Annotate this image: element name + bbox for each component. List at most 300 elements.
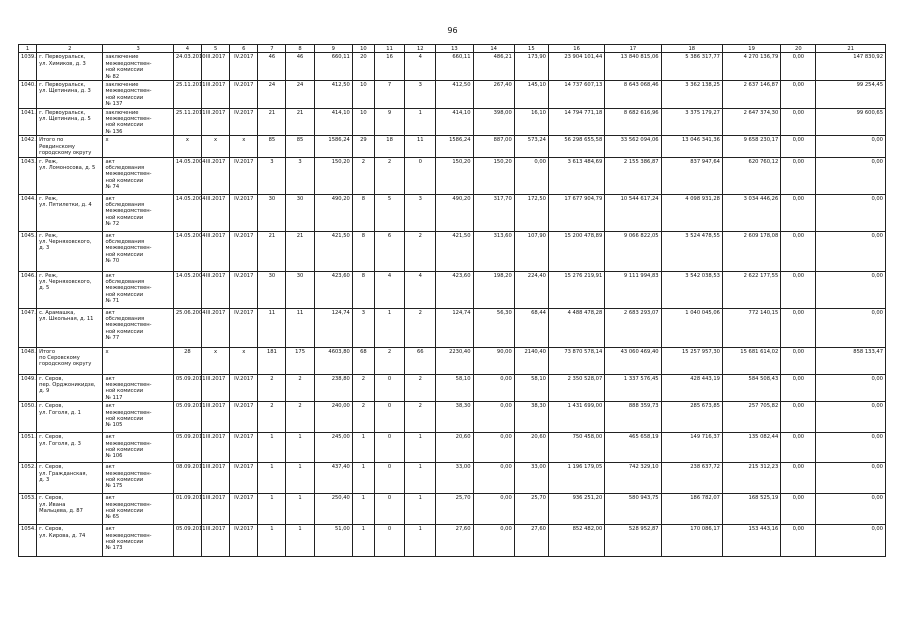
cost-extra-cell: 0,00: [816, 308, 886, 347]
cost-other-cell: 0,00: [781, 53, 816, 81]
cost-fund-cell: 9 066 822,05: [605, 231, 661, 271]
cost-local-cell: 584 508,43: [722, 374, 780, 402]
end-quarter-cell: IV.2017: [230, 157, 258, 194]
end-quarter-cell: IV.2017: [230, 374, 258, 402]
area-total-cell: 412,50: [436, 81, 473, 109]
persons-count-cell: 1: [286, 494, 314, 525]
persons-count-cell: 1: [286, 525, 314, 557]
area-total-cell: 20,60: [436, 433, 473, 463]
residents-count-cell: 24: [258, 81, 286, 109]
document-date-cell: 08.09.2011: [173, 463, 201, 494]
address-cell: г. Серов, ул. Гоголя, д. 3: [37, 433, 103, 463]
area-municipal-cell: 38,30: [514, 402, 548, 433]
header-cell: 14: [473, 45, 514, 53]
rooms-private-cell: 9: [374, 108, 404, 136]
rooms-total-cell: 1: [352, 494, 374, 525]
page-number: 96: [447, 26, 458, 35]
total-area-cell: 238,80: [314, 374, 352, 402]
cost-fund-cell: 43 060 469,40: [605, 347, 661, 374]
cost-region-cell: 13 046 341,36: [661, 136, 722, 157]
cost-fund-cell: 1 337 576,45: [605, 374, 661, 402]
area-municipal-cell: 224,40: [514, 271, 548, 308]
basis-document-cell: х: [103, 136, 173, 157]
header-cell: 20: [781, 45, 816, 53]
cost-local-cell: 257 705,82: [722, 402, 780, 433]
address-cell: г. Серов, ул. Гражданская, д. 3: [37, 463, 103, 494]
area-municipal-cell: 68,44: [514, 308, 548, 347]
rooms-private-cell: 2: [374, 157, 404, 194]
cost-local-cell: 9 658 230,17: [722, 136, 780, 157]
area-total-cell: 150,20: [436, 157, 473, 194]
area-private-cell: 0,00: [473, 463, 514, 494]
document-date-cell: 01.09.2011: [173, 494, 201, 525]
rooms-total-cell: 3: [352, 308, 374, 347]
rooms-municipal-cell: 11: [405, 136, 436, 157]
address-cell: г. Серов, ул. Ивана Мальцева, д. 87: [37, 494, 103, 525]
area-total-cell: 33,00: [436, 463, 473, 494]
cost-fund-cell: 13 840 815,06: [605, 53, 661, 81]
rooms-municipal-cell: 2: [405, 402, 436, 433]
area-municipal-cell: 25,70: [514, 494, 548, 525]
rooms-private-cell: 6: [374, 231, 404, 271]
rooms-municipal-cell: 1: [405, 433, 436, 463]
rooms-private-cell: 0: [374, 433, 404, 463]
cost-fund-cell: 10 544 617,24: [605, 194, 661, 231]
end-quarter-cell: IV.2017: [230, 271, 258, 308]
start-quarter-cell: х: [202, 347, 230, 374]
row-number-cell: 1051.: [19, 433, 37, 463]
basis-document-cell: акт межведомствен- ной комиссии № 173: [103, 525, 173, 557]
document-date-cell: х: [173, 136, 201, 157]
area-total-cell: 1586,24: [436, 136, 473, 157]
rooms-municipal-cell: 2: [405, 231, 436, 271]
area-private-cell: 150,20: [473, 157, 514, 194]
header-cell: 8: [286, 45, 314, 53]
table-row: [19, 136, 886, 157]
address-cell: г. Первоуральск, ул. Химиков, д. 3: [37, 53, 103, 81]
address-cell: г. Реж, ул. Черняховского, д. 3: [37, 231, 103, 271]
basis-document-cell: заключение межведомствен- ной комиссии № 137: [103, 81, 173, 109]
end-quarter-cell: х: [230, 136, 258, 157]
rooms-total-cell: 20: [352, 53, 374, 81]
header-cell: 3: [103, 45, 173, 53]
cost-extra-cell: 0,00: [816, 463, 886, 494]
rooms-private-cell: 0: [374, 463, 404, 494]
cost-region-cell: 3 542 038,53: [661, 271, 722, 308]
cost-other-cell: 0,00: [781, 433, 816, 463]
area-total-cell: 2230,40: [436, 347, 473, 374]
cost-extra-cell: 0,00: [816, 494, 886, 525]
row-number-cell: 1053.: [19, 494, 37, 525]
persons-count-cell: 1: [286, 433, 314, 463]
document-date-cell: 25.11.2011: [173, 108, 201, 136]
table-row: [19, 157, 886, 194]
header-cell: 18: [661, 45, 722, 53]
area-municipal-cell: 2140,40: [514, 347, 548, 374]
cost-extra-cell: 858 133,47: [816, 347, 886, 374]
rooms-total-cell: 68: [352, 347, 374, 374]
cost-fund-cell: 33 562 094,06: [605, 136, 661, 157]
residents-count-cell: 11: [258, 308, 286, 347]
residents-count-cell: 85: [258, 136, 286, 157]
rooms-total-cell: 1: [352, 463, 374, 494]
cost-other-cell: 0,00: [781, 271, 816, 308]
table-row: [19, 494, 886, 525]
cost-fund-cell: 580 943,75: [605, 494, 661, 525]
row-number-cell: 1044.: [19, 194, 37, 231]
area-private-cell: 0,00: [473, 374, 514, 402]
cost-extra-cell: 0,00: [816, 136, 886, 157]
cost-other-cell: 0,00: [781, 136, 816, 157]
rooms-municipal-cell: 2: [405, 374, 436, 402]
total-area-cell: 490,20: [314, 194, 352, 231]
header-cell: 21: [816, 45, 886, 53]
cost-other-cell: 0,00: [781, 81, 816, 109]
cost-region-cell: 149 716,37: [661, 433, 722, 463]
rooms-municipal-cell: 1: [405, 108, 436, 136]
total-area-cell: 660,11: [314, 53, 352, 81]
basis-document-cell: акт обследования межведомствен- ной комиссии № 77: [103, 308, 173, 347]
basis-document-cell: акт обследования межведомствен- ной комиссии № 72: [103, 194, 173, 231]
end-quarter-cell: IV.2017: [230, 525, 258, 557]
document-date-cell: 24.03.2010: [173, 53, 201, 81]
area-private-cell: 486,21: [473, 53, 514, 81]
header-cell: 4: [173, 45, 201, 53]
rooms-municipal-cell: 1: [405, 525, 436, 557]
area-municipal-cell: 145,10: [514, 81, 548, 109]
basis-document-cell: акт межведомствен- ной комиссии № 175: [103, 463, 173, 494]
cost-total-cell: 3 613 484,69: [548, 157, 604, 194]
basis-document-cell: акт межведомствен- ной комиссии № 117: [103, 374, 173, 402]
start-quarter-cell: III.2017: [202, 525, 230, 557]
cost-region-cell: 285 673,85: [661, 402, 722, 433]
cost-local-cell: 2 637 146,87: [722, 81, 780, 109]
cost-total-cell: 23 904 101,44: [548, 53, 604, 81]
start-quarter-cell: III.2017: [202, 463, 230, 494]
rooms-municipal-cell: 66: [405, 347, 436, 374]
basis-document-cell: заключение межведомствен- ной комиссии № 136: [103, 108, 173, 136]
cost-region-cell: 4 098 931,28: [661, 194, 722, 231]
row-number-cell: 1050.: [19, 402, 37, 433]
residents-count-cell: 1: [258, 433, 286, 463]
table-row: [19, 525, 886, 557]
table-row: [19, 402, 886, 433]
row-number-cell: 1049.: [19, 374, 37, 402]
persons-count-cell: 2: [286, 402, 314, 433]
row-number-cell: 1054.: [19, 525, 37, 557]
table-row: [19, 433, 886, 463]
rooms-private-cell: 5: [374, 194, 404, 231]
cost-region-cell: 186 782,07: [661, 494, 722, 525]
cost-total-cell: 1 431 699,00: [548, 402, 604, 433]
persons-count-cell: 24: [286, 81, 314, 109]
persons-count-cell: 3: [286, 157, 314, 194]
start-quarter-cell: III.2017: [202, 108, 230, 136]
cost-total-cell: 14 794 771,18: [548, 108, 604, 136]
start-quarter-cell: III.2017: [202, 231, 230, 271]
total-area-cell: 414,10: [314, 108, 352, 136]
persons-count-cell: 46: [286, 53, 314, 81]
cost-other-cell: 0,00: [781, 347, 816, 374]
area-private-cell: 0,00: [473, 525, 514, 557]
area-total-cell: 421,50: [436, 231, 473, 271]
total-area-cell: 245,00: [314, 433, 352, 463]
cost-extra-cell: 0,00: [816, 374, 886, 402]
residents-count-cell: 1: [258, 525, 286, 557]
basis-document-cell: акт межведомствен- ной комиссии № 65: [103, 494, 173, 525]
table-row: [19, 108, 886, 136]
cost-extra-cell: 0,00: [816, 157, 886, 194]
end-quarter-cell: IV.2017: [230, 108, 258, 136]
row-number-cell: 1042.: [19, 136, 37, 157]
persons-count-cell: 30: [286, 194, 314, 231]
rooms-private-cell: 2: [374, 347, 404, 374]
area-private-cell: 90,00: [473, 347, 514, 374]
table-row: [19, 308, 886, 347]
total-area-cell: 250,40: [314, 494, 352, 525]
area-total-cell: 58,10: [436, 374, 473, 402]
address-cell: г. Серов, ул. Кирова, д. 74: [37, 525, 103, 557]
residents-count-cell: 30: [258, 271, 286, 308]
area-municipal-cell: 58,10: [514, 374, 548, 402]
basis-document-cell: акт межведомствен- ной комиссии № 106: [103, 433, 173, 463]
cost-local-cell: 153 443,16: [722, 525, 780, 557]
area-total-cell: 660,11: [436, 53, 473, 81]
residents-count-cell: 21: [258, 231, 286, 271]
area-private-cell: 317,70: [473, 194, 514, 231]
header-cell: 9: [314, 45, 352, 53]
total-area-cell: 240,00: [314, 402, 352, 433]
address-cell: г. Реж, ул. Пятилетки, д. 4: [37, 194, 103, 231]
rooms-total-cell: 1: [352, 525, 374, 557]
cost-region-cell: 428 443,19: [661, 374, 722, 402]
cost-total-cell: 56 298 655,58: [548, 136, 604, 157]
header-cell: 16: [548, 45, 604, 53]
header-cell: 7: [258, 45, 286, 53]
cost-total-cell: 936 251,20: [548, 494, 604, 525]
rooms-total-cell: 29: [352, 136, 374, 157]
address-cell: с. Арамашка, ул. Школьная, д. 11: [37, 308, 103, 347]
rooms-municipal-cell: 1: [405, 494, 436, 525]
cost-region-cell: 15 257 957,30: [661, 347, 722, 374]
area-total-cell: 490,20: [436, 194, 473, 231]
residents-count-cell: 30: [258, 194, 286, 231]
end-quarter-cell: IV.2017: [230, 433, 258, 463]
address-cell: г. Реж, ул. Ломоносова, д. 5: [37, 157, 103, 194]
table-row: [19, 231, 886, 271]
area-private-cell: 313,60: [473, 231, 514, 271]
address-cell: г. Первоуральск, ул. Щетинина, д. 5: [37, 108, 103, 136]
cost-extra-cell: 0,00: [816, 402, 886, 433]
column-number-row: [19, 45, 886, 53]
rooms-private-cell: 7: [374, 81, 404, 109]
basis-document-cell: х: [103, 347, 173, 374]
cost-region-cell: 5 386 317,77: [661, 53, 722, 81]
start-quarter-cell: х: [202, 136, 230, 157]
rooms-total-cell: 8: [352, 231, 374, 271]
rooms-municipal-cell: 3: [405, 194, 436, 231]
cost-fund-cell: 888 359,73: [605, 402, 661, 433]
cost-fund-cell: 465 658,19: [605, 433, 661, 463]
cost-extra-cell: 0,00: [816, 271, 886, 308]
document-date-cell: 14.05.2004: [173, 271, 201, 308]
start-quarter-cell: III.2017: [202, 433, 230, 463]
persons-count-cell: 21: [286, 108, 314, 136]
cost-fund-cell: 2 155 386,87: [605, 157, 661, 194]
header-cell: 11: [374, 45, 404, 53]
persons-count-cell: 175: [286, 347, 314, 374]
address-cell: г. Серов, ул. Гоголя, д. 1: [37, 402, 103, 433]
cost-fund-cell: 9 111 994,83: [605, 271, 661, 308]
header-cell: 19: [722, 45, 780, 53]
cost-other-cell: 0,00: [781, 494, 816, 525]
rooms-total-cell: 2: [352, 157, 374, 194]
cost-region-cell: 837 947,64: [661, 157, 722, 194]
total-area-cell: 150,20: [314, 157, 352, 194]
table-row: [19, 53, 886, 81]
basis-document-cell: акт обследования межведомствен- ной комиссии № 71: [103, 271, 173, 308]
cost-local-cell: 168 525,19: [722, 494, 780, 525]
basis-document-cell: заключение межведомствен- ной комиссии № 82: [103, 53, 173, 81]
end-quarter-cell: IV.2017: [230, 308, 258, 347]
cost-fund-cell: 8 643 068,46: [605, 81, 661, 109]
row-number-cell: 1052.: [19, 463, 37, 494]
row-number-cell: 1041.: [19, 108, 37, 136]
cost-local-cell: 3 034 446,26: [722, 194, 780, 231]
basis-document-cell: акт обследования межведомствен- ной комиссии № 74: [103, 157, 173, 194]
document-date-cell: 14.05.2004: [173, 157, 201, 194]
area-municipal-cell: 33,00: [514, 463, 548, 494]
area-private-cell: 887,00: [473, 136, 514, 157]
row-number-cell: 1039.: [19, 53, 37, 81]
row-number-cell: 1048.: [19, 347, 37, 374]
residents-count-cell: 3: [258, 157, 286, 194]
end-quarter-cell: IV.2017: [230, 463, 258, 494]
area-municipal-cell: 173,90: [514, 53, 548, 81]
cost-other-cell: 0,00: [781, 194, 816, 231]
cost-local-cell: 2 647 374,30: [722, 108, 780, 136]
basis-document-cell: акт межведомствен- ной комиссии № 105: [103, 402, 173, 433]
rooms-total-cell: 2: [352, 402, 374, 433]
document-date-cell: 25.06.2004: [173, 308, 201, 347]
header-cell: 1: [19, 45, 37, 53]
area-private-cell: 0,00: [473, 433, 514, 463]
rooms-total-cell: 1: [352, 433, 374, 463]
cost-other-cell: 0,00: [781, 308, 816, 347]
row-number-cell: 1043.: [19, 157, 37, 194]
table-row: [19, 81, 886, 109]
total-area-cell: 1586,24: [314, 136, 352, 157]
residents-count-cell: 46: [258, 53, 286, 81]
cost-other-cell: 0,00: [781, 402, 816, 433]
residents-count-cell: 1: [258, 463, 286, 494]
start-quarter-cell: III.2017: [202, 194, 230, 231]
table-row: [19, 271, 886, 308]
rooms-private-cell: 1: [374, 308, 404, 347]
basis-document-cell: акт обследования межведомствен- ной комиссии № 70: [103, 231, 173, 271]
address-cell: г. Реж, ул. Черняховского, д. 5: [37, 271, 103, 308]
area-private-cell: 56,30: [473, 308, 514, 347]
cost-total-cell: 750 458,00: [548, 433, 604, 463]
start-quarter-cell: III.2017: [202, 308, 230, 347]
rooms-total-cell: 2: [352, 374, 374, 402]
area-private-cell: 0,00: [473, 494, 514, 525]
row-number-cell: 1046.: [19, 271, 37, 308]
rooms-private-cell: 0: [374, 374, 404, 402]
cost-region-cell: 3 375 179,27: [661, 108, 722, 136]
residents-count-cell: 21: [258, 108, 286, 136]
cost-fund-cell: 528 952,87: [605, 525, 661, 557]
area-total-cell: 38,30: [436, 402, 473, 433]
cost-other-cell: 0,00: [781, 231, 816, 271]
cost-local-cell: 15 681 614,02: [722, 347, 780, 374]
cost-fund-cell: 742 329,10: [605, 463, 661, 494]
rooms-private-cell: 0: [374, 494, 404, 525]
row-number-cell: 1045.: [19, 231, 37, 271]
area-total-cell: 423,60: [436, 271, 473, 308]
area-private-cell: 0,00: [473, 402, 514, 433]
header-cell: 17: [605, 45, 661, 53]
document-date-cell: 28: [173, 347, 201, 374]
cost-other-cell: 0,00: [781, 108, 816, 136]
total-area-cell: 51,00: [314, 525, 352, 557]
cost-total-cell: 14 737 607,13: [548, 81, 604, 109]
residents-count-cell: 2: [258, 402, 286, 433]
cost-total-cell: 15 200 478,89: [548, 231, 604, 271]
rooms-municipal-cell: 2: [405, 308, 436, 347]
end-quarter-cell: IV.2017: [230, 231, 258, 271]
header-cell: 13: [436, 45, 473, 53]
rooms-private-cell: 18: [374, 136, 404, 157]
cost-extra-cell: 147 830,92: [816, 53, 886, 81]
cost-fund-cell: 8 682 616,96: [605, 108, 661, 136]
row-number-cell: 1047.: [19, 308, 37, 347]
header-cell: 6: [230, 45, 258, 53]
address-cell: Итого по Ревдинскому городскому округу: [37, 136, 103, 157]
area-municipal-cell: 16,10: [514, 108, 548, 136]
total-area-cell: 423,60: [314, 271, 352, 308]
table-row: [19, 463, 886, 494]
area-municipal-cell: 0,00: [514, 157, 548, 194]
cost-total-cell: 73 870 578,14: [548, 347, 604, 374]
total-area-cell: 437,40: [314, 463, 352, 494]
area-total-cell: 27,60: [436, 525, 473, 557]
cost-local-cell: 2 622 177,55: [722, 271, 780, 308]
rooms-municipal-cell: 4: [405, 53, 436, 81]
row-number-cell: 1040.: [19, 81, 37, 109]
persons-count-cell: 1: [286, 463, 314, 494]
rooms-total-cell: 8: [352, 194, 374, 231]
total-area-cell: 421,50: [314, 231, 352, 271]
cost-other-cell: 0,00: [781, 157, 816, 194]
persons-count-cell: 11: [286, 308, 314, 347]
cost-total-cell: 2 350 528,07: [548, 374, 604, 402]
header-cell: 10: [352, 45, 374, 53]
document-date-cell: 14.05.2004: [173, 194, 201, 231]
cost-total-cell: 4 488 478,28: [548, 308, 604, 347]
rooms-municipal-cell: 4: [405, 271, 436, 308]
housing-resettlement-table: [18, 44, 886, 557]
cost-extra-cell: 99 600,65: [816, 108, 886, 136]
start-quarter-cell: III.2017: [202, 81, 230, 109]
area-private-cell: 267,40: [473, 81, 514, 109]
area-municipal-cell: 20,60: [514, 433, 548, 463]
rooms-total-cell: 10: [352, 108, 374, 136]
rooms-private-cell: 4: [374, 271, 404, 308]
cost-local-cell: 620 760,12: [722, 157, 780, 194]
header-cell: 5: [202, 45, 230, 53]
cost-local-cell: 215 312,23: [722, 463, 780, 494]
